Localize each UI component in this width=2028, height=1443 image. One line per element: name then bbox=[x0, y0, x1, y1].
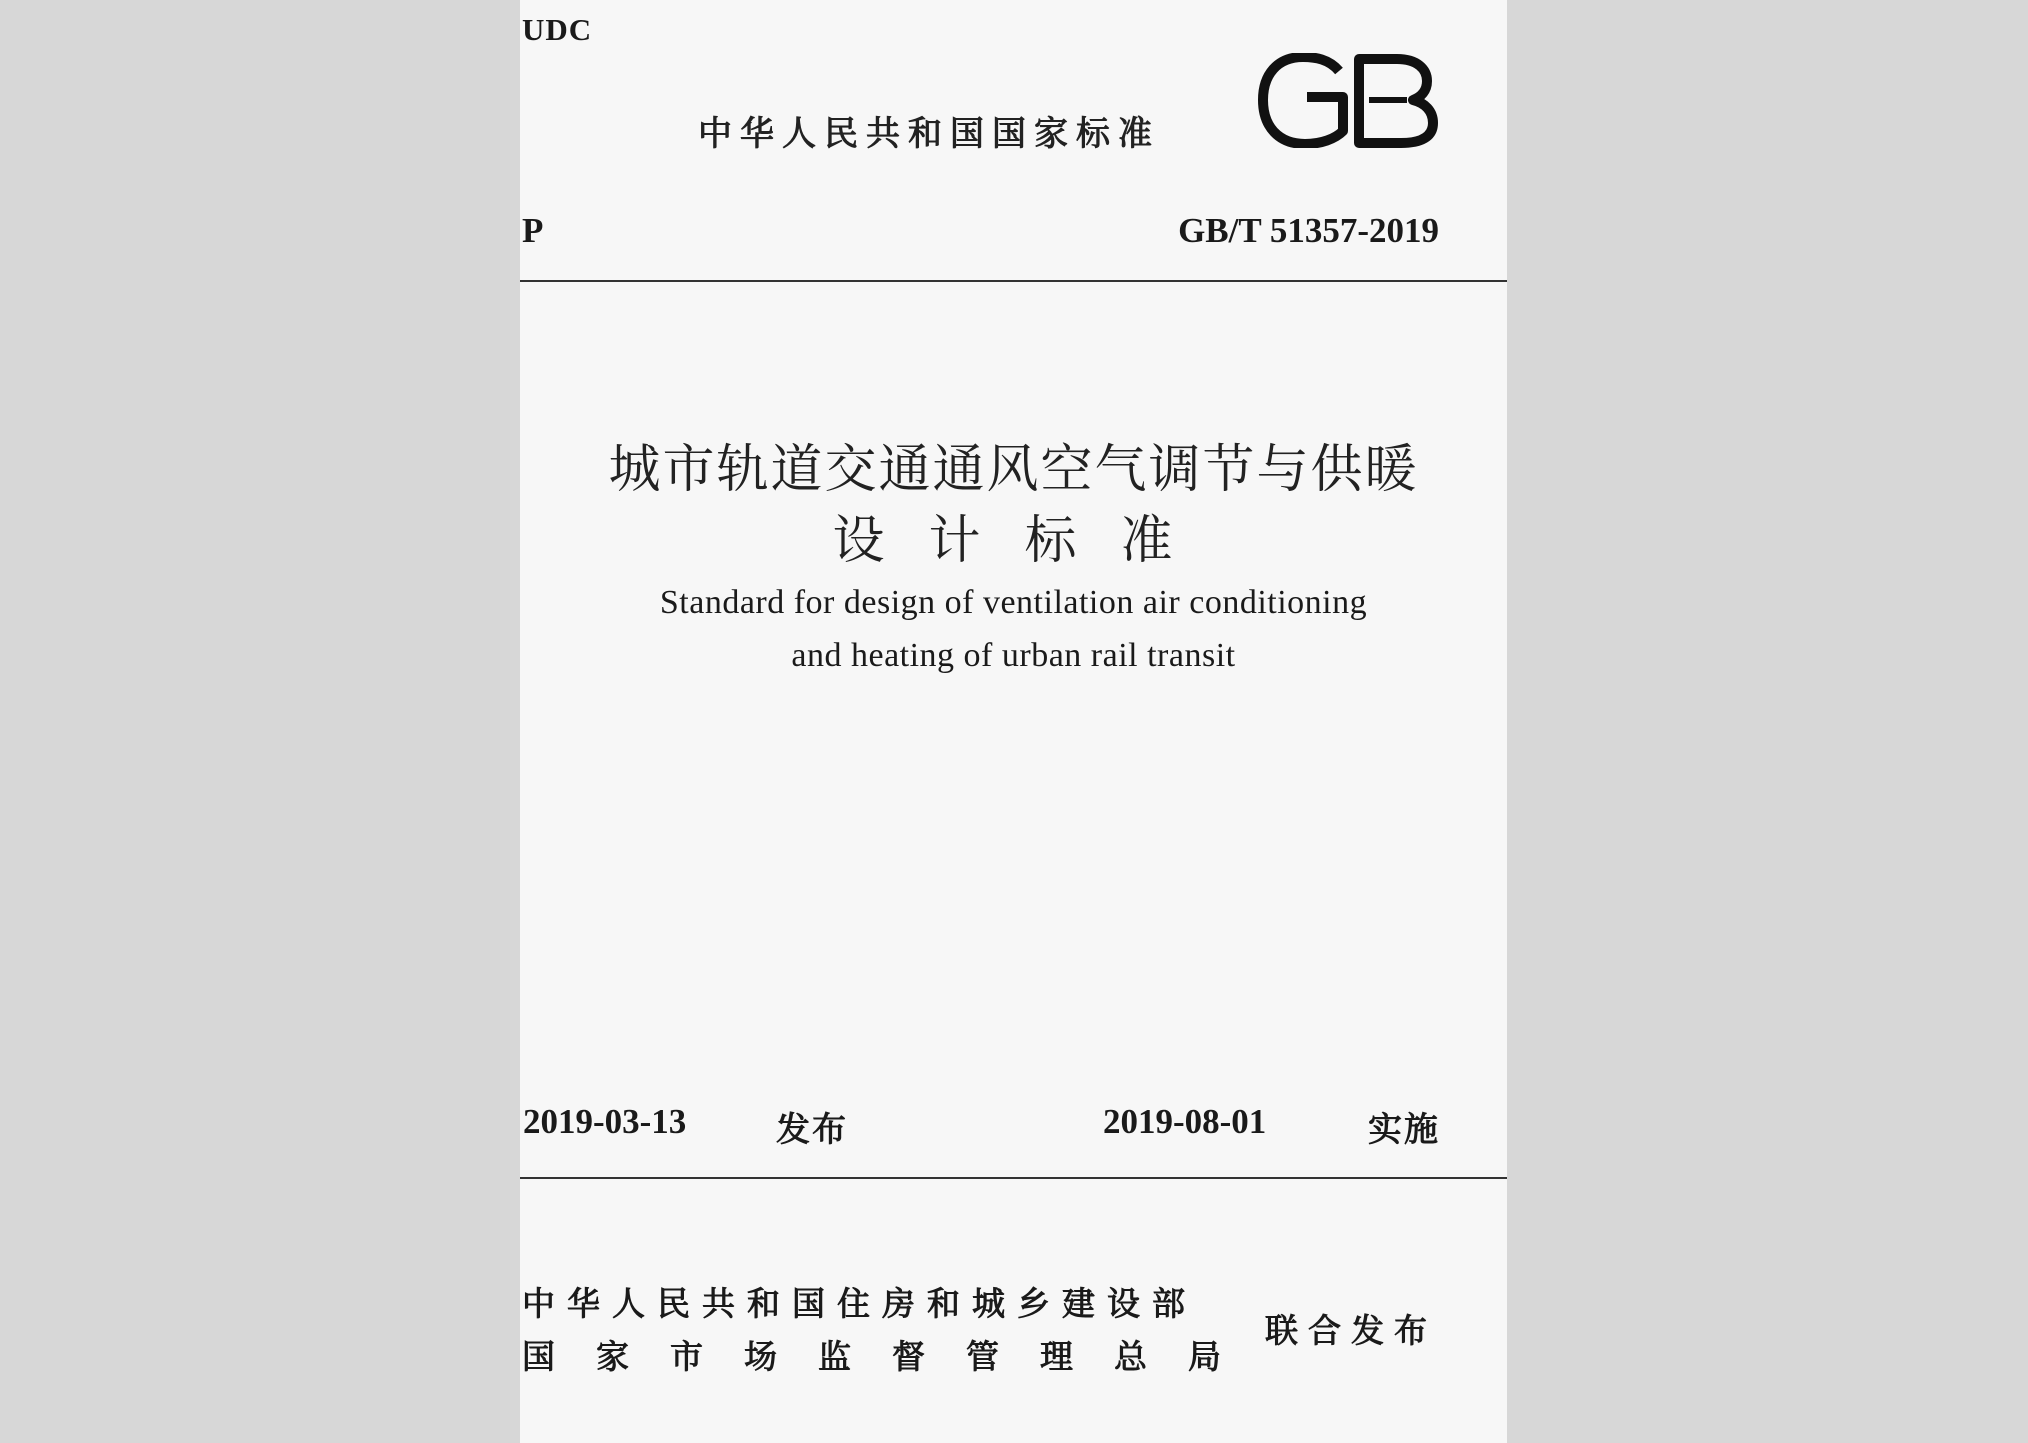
document-page bbox=[520, 0, 1507, 1443]
title-en-line2: and heating of urban rail transit bbox=[791, 637, 1236, 674]
issuer-line1: 中华人民共和国住房和城乡建设部 bbox=[522, 1284, 1197, 1323]
title-cn-line2: 设计标准 bbox=[832, 511, 1217, 571]
bottom-divider bbox=[520, 1177, 1507, 1179]
implement-label: 实施 bbox=[1368, 1110, 1440, 1150]
issue-label: 发布 bbox=[776, 1110, 848, 1150]
issue-date: 2019-03-13 bbox=[523, 1102, 687, 1141]
gb-logo bbox=[1257, 53, 1439, 148]
joint-issue-label: 联合发布 bbox=[1265, 1311, 1437, 1350]
standard-number: GB/T 51357-2019 bbox=[1178, 211, 1439, 250]
category-code: P bbox=[522, 211, 544, 250]
udc-label: UDC bbox=[522, 12, 593, 47]
title-cn-line1: 城市轨道交通通风空气调节与供暖 bbox=[608, 440, 1419, 500]
implement-date: 2019-08-01 bbox=[1103, 1102, 1267, 1141]
issuer-line2: 国家市场监督管理总局 bbox=[522, 1337, 1262, 1376]
standard-type: 中华人民共和国国家标准 bbox=[698, 114, 1160, 154]
top-divider bbox=[520, 280, 1507, 282]
title-en-line1: Standard for design of ventilation air conditioning bbox=[659, 584, 1368, 621]
